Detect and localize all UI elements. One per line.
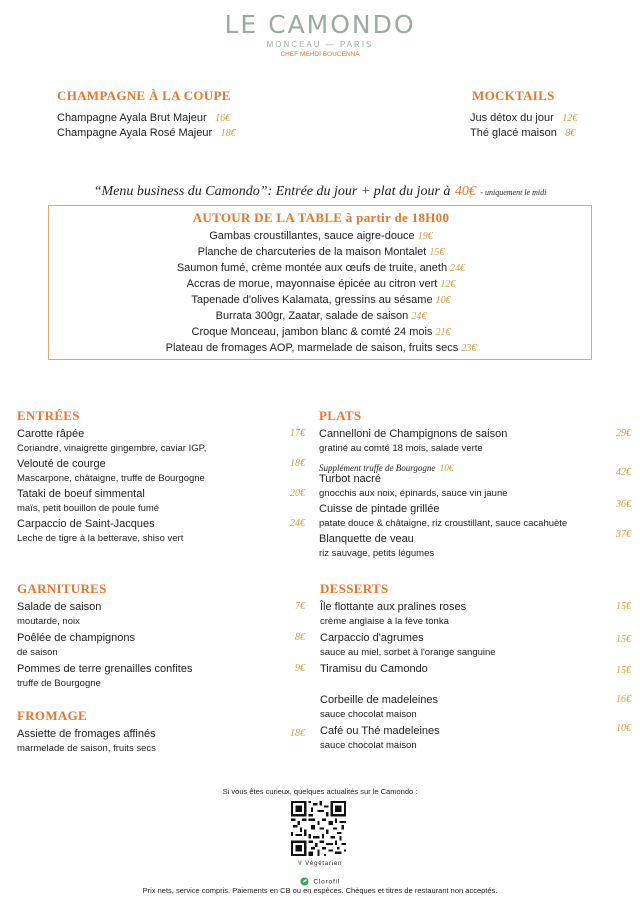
leaf-icon <box>300 877 309 886</box>
vegetarien-icon: V <box>297 861 303 867</box>
supplement: Supplément truffe de Bourgogne 10€ <box>319 463 454 473</box>
business-note: - uniquement le midi <box>480 188 547 197</box>
logo: LE CAMONDO <box>224 10 416 39</box>
list-item: Accras de morue, mayonnaise épicée au citron vert 12€ <box>186 278 456 290</box>
list-item: Champagne Ayala Rosé Majeur 18€ <box>57 127 236 139</box>
list-item: Croque Monceau, jambon blanc & comté 24 mois 21€ <box>191 326 451 338</box>
location: MONCEAU — PARIS <box>266 40 374 49</box>
menu-item: Carpaccio de Saint-Jacques Leche de tigre à la betterave, shiso vert 24€ <box>17 518 305 544</box>
vegetarien-label: V Végétarien <box>297 861 343 867</box>
fromage-list <box>17 728 305 759</box>
mocktails-title: MOCKTAILS <box>472 88 555 103</box>
list-item: Thé glacé maison 8€ <box>470 127 576 139</box>
qr-code[interactable] <box>291 801 346 856</box>
plats-title: PLATS <box>319 408 362 423</box>
legal-notice: Prix nets, service compris. Paiements en CB ou en espèces. Chèques et titres de restaurant non acceptés. <box>142 886 498 895</box>
business-text: “Menu business du Camondo”: Entrée du jour + plat du jour à <box>93 184 451 199</box>
clorofil-logo: Clorofil <box>0 873 640 891</box>
list-item: Tapenade d'olives Kalamata, gressins au sésame 10€ <box>191 294 451 306</box>
menu-item: Café ou Thé madeleines sauce chocolat maison 10€ <box>320 723 631 751</box>
list-item: Planche de charcuteries de la maison Montalet 15€ <box>197 246 445 258</box>
menu-item: Corbeille de madeleines sauce chocolat maison 16€ <box>320 694 631 720</box>
garnitures-list <box>17 601 305 694</box>
list-item: Plateau de fromages AOP, marmelade de saison, fruits secs 23€ <box>165 342 477 354</box>
menu-item: Blanquette de veau riz sauvage, petits légumes 37€ <box>319 529 631 559</box>
menu-item: Tataki de boeuf simmental maïs, petit bouillon de poule fumé 20€ <box>17 488 305 514</box>
menu-item: Velouté de courge Mascarpone, châtaigne, truffe de Bourgogne 18€ <box>17 458 305 484</box>
business-menu <box>0 182 640 200</box>
list-item: Burrata 300gr, Zaatar, salade de saison 24€ <box>215 310 427 322</box>
table-title: AUTOUR DE LA TABLE à partir de 18H00 <box>192 210 450 225</box>
menu-item: Cannelloni de Champignons de saison gratiné au comté 18 mois, salade verte 29€ <box>319 428 631 454</box>
menu-item: Assiette de fromages affinés marmelade de saison, fruits secs 18€ <box>17 728 305 754</box>
table-box <box>48 205 592 360</box>
menu-item: Poêlée de champignons de saison 8€ <box>17 632 305 658</box>
entrees-title: ENTRÉES <box>17 408 80 423</box>
fromage-title: FROMAGE <box>17 708 87 723</box>
menu-item: Turbot nacré gnocchis aux noix, épinards, sauce vin jaune 42€ <box>319 467 631 499</box>
menu-item: Cuisse de pintade grillée patate douce & châtaigne, riz croustillant, sauce cacahuète 36€ <box>319 499 631 529</box>
champagne-title: CHAMPAGNE À LA COUPE <box>57 88 231 103</box>
chef-name: CHEF MEHDI BOUCENNA <box>280 51 360 58</box>
business-price: 40€ <box>454 184 476 199</box>
menu-item: Carpaccio d'agrumes sauce au miel, sorbet à l'orange sanguine 15€ <box>320 632 631 658</box>
entrees-list <box>17 428 305 548</box>
header <box>0 10 640 58</box>
plats-list <box>319 428 631 563</box>
garnitures-title: GARNITURES <box>17 581 107 596</box>
list-item: Saumon fumé, crème montée aux œufs de truite, aneth 24€ <box>176 262 466 274</box>
menu-item: Pommes de terre grenailles confites truffe de Bourgogne 9€ <box>17 663 305 689</box>
menu-item: Île flottante aux pralines roses crème anglaise à la fève tonka 15€ <box>320 601 631 627</box>
menu-item: Tiramisu du Camondo 15€ <box>320 663 631 676</box>
footer-curious: Si vous êtes curieux, quelques actualités sur le Camondo : <box>222 787 418 796</box>
list-item: Champagne Ayala Brut Majeur 16€ <box>57 112 231 124</box>
list-item: Jus détox du jour 12€ <box>470 112 578 124</box>
list-item: Gambas croustillantes, sauce aigre-douce 19€ <box>209 230 433 242</box>
menu-item: Salade de saison moutarde, noix 7€ <box>17 601 305 627</box>
desserts-list <box>320 601 631 756</box>
menu-item: Carotte râpée Coriandre, vinaigrette gingembre, caviar IGP, 17€ <box>17 428 305 454</box>
desserts-title: DESSERTS <box>320 581 389 596</box>
